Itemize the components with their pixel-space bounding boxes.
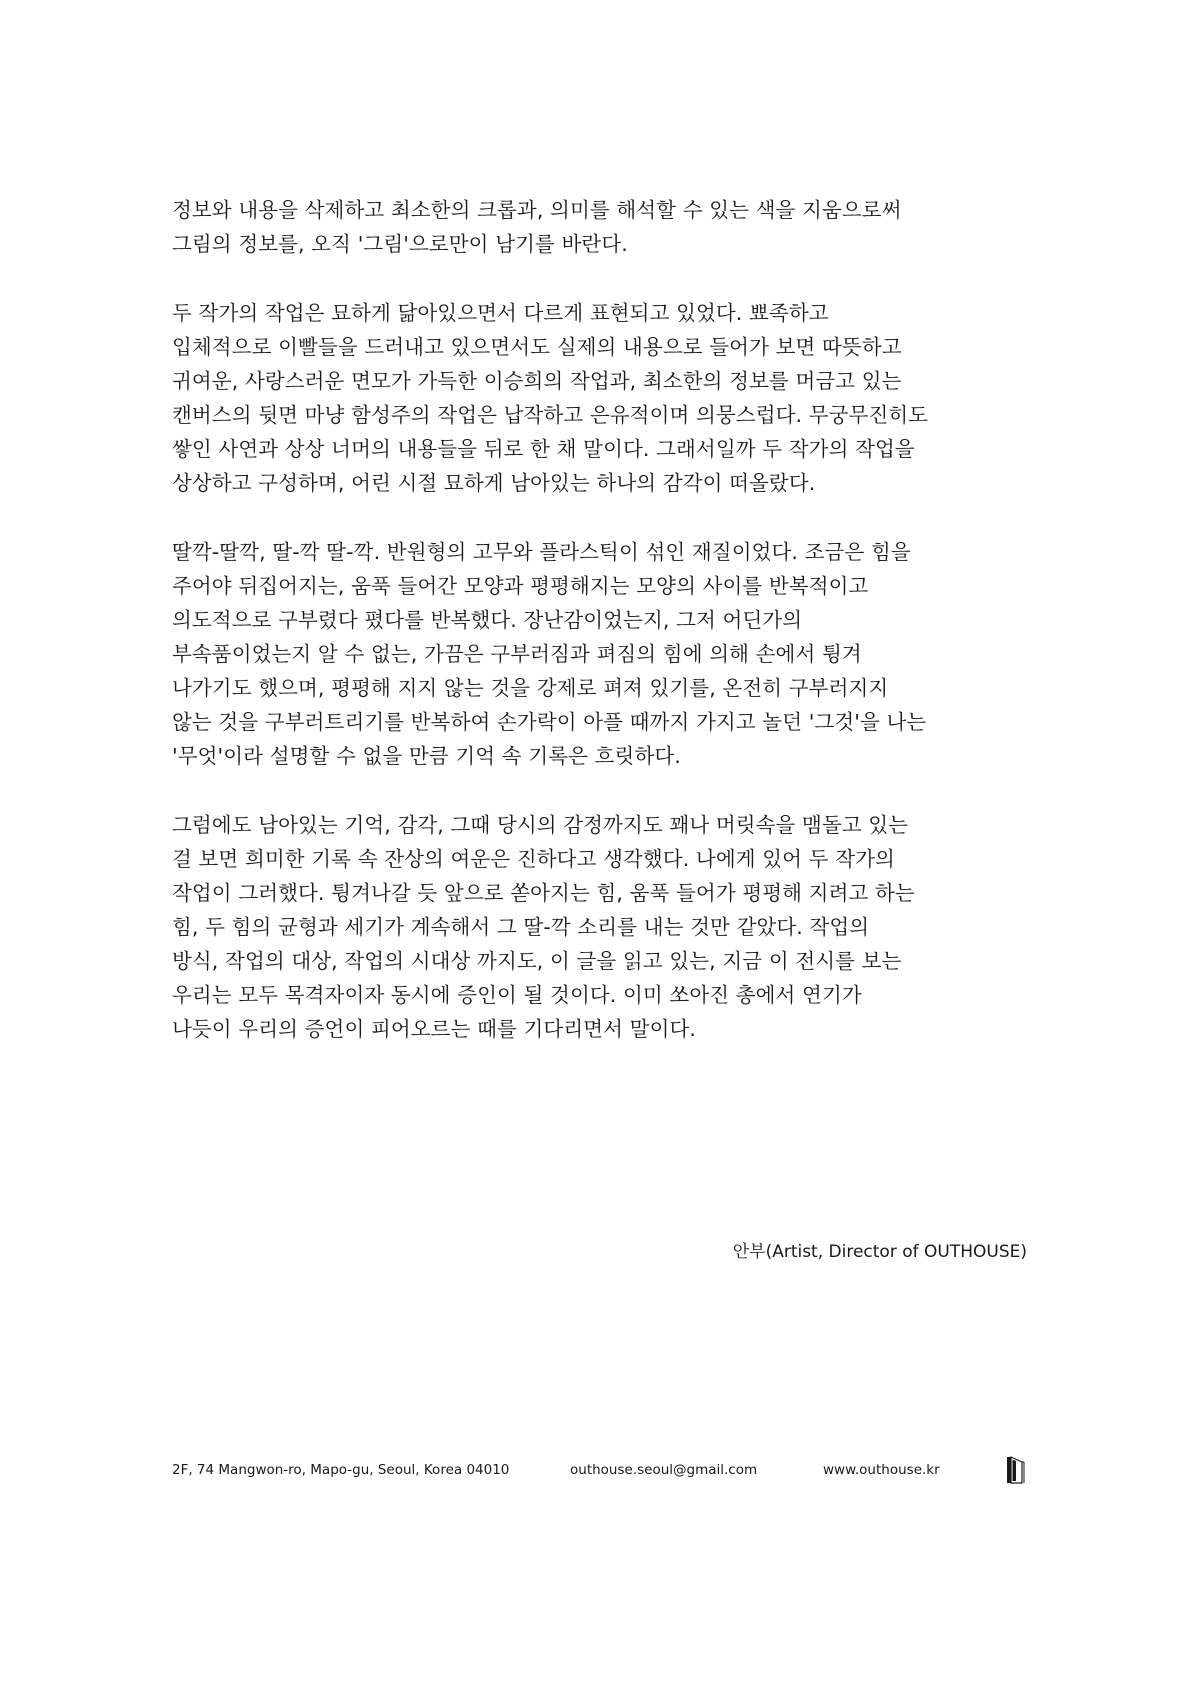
text-line: 정보와 내용을 삭제하고 최소한의 크롭과, 의미를 해석할 수 있는 색을 지움으로써 xyxy=(172,198,902,222)
text-line: 상상하고 구성하며, 어린 시절 묘하게 남아있는 하나의 감각이 떠올랐다. xyxy=(172,471,816,495)
outhouse-door-logo-icon xyxy=(1006,1455,1026,1485)
text-line: 의도적으로 구부렸다 폈다를 반복했다. 장난감이었는지, 그저 어딘가의 xyxy=(172,608,803,632)
text-line: 주어야 뒤집어지는, 움푹 들어간 모양과 평평해지는 모양의 사이를 반복적이고 xyxy=(172,574,869,598)
text-line: 작업이 그러했다. 튕겨나갈 듯 앞으로 쏟아지는 힘, 움푹 들어가 평평해 지려고 하는 xyxy=(172,881,915,905)
text-line: 나가기도 했으며, 평평해 지지 않는 것을 강제로 펴져 있기를, 온전히 구부러지지 xyxy=(172,676,889,700)
text-line: 힘, 두 힘의 균형과 세기가 계속해서 그 딸-깍 소리를 내는 것만 같았다. 작업의 xyxy=(172,915,870,939)
text-line: 부속품이었는지 알 수 없는, 가끔은 구부러짐과 펴짐의 힘에 의해 손에서 튕겨 xyxy=(172,642,862,666)
paragraph-1 xyxy=(172,193,1052,261)
paragraph-3 xyxy=(172,535,1052,773)
text-line: 걸 보면 희미한 기록 속 잔상의 여운은 진하다고 생각했다. 나에게 있어 두 작가의 xyxy=(172,847,895,871)
text-line: 그럼에도 남아있는 기억, 감각, 그때 당시의 감정까지도 꽤나 머릿속을 맴돌고 있는 xyxy=(172,813,909,837)
text-line: 쌓인 사연과 상상 너머의 내용들을 뒤로 한 채 말이다. 그래서일까 두 작가의 작업을 xyxy=(172,437,915,461)
text-line: 않는 것을 구부러트리기를 반복하여 손가락이 아플 때까지 가지고 놀던 '그것'을 나는 xyxy=(172,710,927,734)
footer-address: 2F, 74 Mangwon-ro, Mapo-gu, Seoul, Korea 04010 xyxy=(172,1462,510,1478)
footer-website: www.outhouse.kr xyxy=(823,1462,940,1478)
text-line: 딸깍-딸깍, 딸-깍 딸-깍. 반원형의 고무와 플라스틱이 섞인 재질이었다. 조금은 힘을 xyxy=(172,540,911,564)
author-signature: 안부(Artist, Director of OUTHOUSE) xyxy=(732,1242,1027,1262)
essay-body xyxy=(172,193,1052,1081)
paragraph-4 xyxy=(172,808,1052,1046)
text-line: 방식, 작업의 대상, 작업의 시대상 까지도, 이 글을 읽고 있는, 지금 이 전시를 보는 xyxy=(172,949,902,973)
text-line: 그림의 정보를, 오직 '그림'으로만이 남기를 바란다. xyxy=(172,232,628,256)
text-line: 나듯이 우리의 증언이 피어오르는 때를 기다리면서 말이다. xyxy=(172,1017,696,1041)
text-line: 귀여운, 사랑스러운 면모가 가득한 이승희의 작업과, 최소한의 정보를 머금고 있는 xyxy=(172,369,902,393)
text-line: 입체적으로 이빨들을 드러내고 있으면서도 실제의 내용으로 들어가 보면 따뜻하고 xyxy=(172,335,902,359)
text-line: '무엇'이라 설명할 수 없을 만큼 기억 속 기록은 흐릿하다. xyxy=(172,744,681,768)
text-line: 우리는 모두 목격자이자 동시에 증인이 될 것이다. 이미 쏘아진 총에서 연기가 xyxy=(172,983,862,1007)
paragraph-2 xyxy=(172,296,1052,500)
text-line: 두 작가의 작업은 묘하게 닮아있으면서 다르게 표현되고 있었다. 뾰족하고 xyxy=(172,301,829,325)
footer-email: outhouse.seoul@gmail.com xyxy=(570,1462,758,1478)
text-line: 캔버스의 뒷면 마냥 함성주의 작업은 납작하고 은유적이며 의뭉스럽다. 무궁무진히도 xyxy=(172,403,929,427)
